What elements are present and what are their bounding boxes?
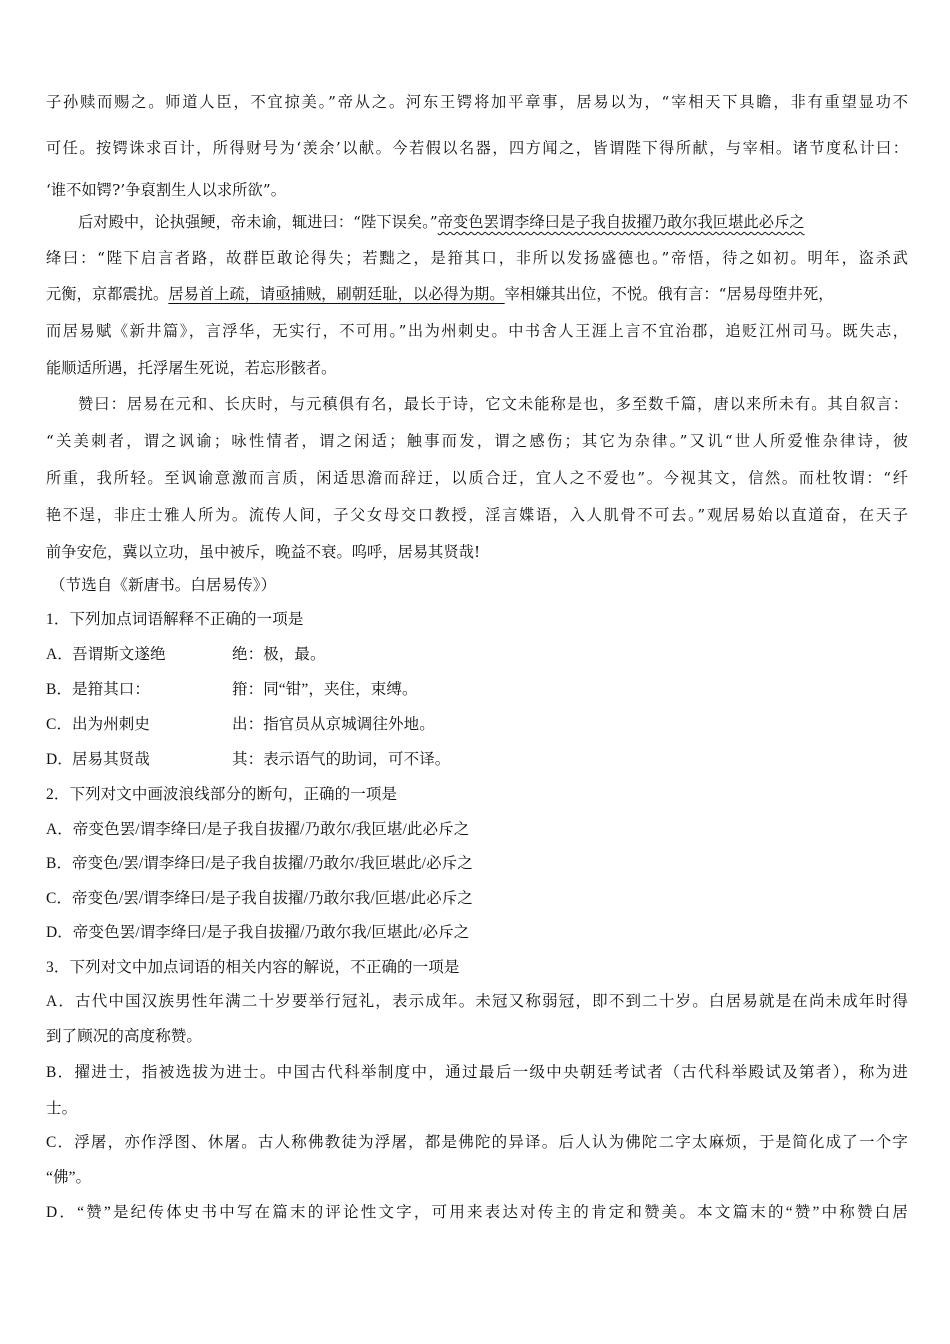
q3-option-b: B．擢进士，指被选拔为进士。中国古代科举制度中，通过最后一级中央朝廷考试者（古代科举殿试及第者），称为进	[46, 1064, 908, 1081]
q3-option-a: A．古代中国汉族男性年满二十岁要举行冠礼，表示成年。未冠又称弱冠，即不到二十岁。白居易就是在尚未成年时得	[46, 993, 908, 1010]
option-letter: D．	[46, 751, 73, 768]
option-gloss: 绝：极，最。	[232, 646, 326, 663]
q1-option-a	[46, 645, 326, 665]
passage-line: ‘谁不如锷?’争裒割生人以求所欲”。	[46, 181, 286, 199]
passage-line	[78, 212, 805, 232]
question-3-stem: 3．下列对文中加点词语的相关内容的解说，不正确的一项是	[46, 959, 460, 976]
option-gloss: 其：表示语气的助词，可不译。	[232, 751, 451, 768]
passage-line: “关美刺者，谓之讽谕；咏性情者，谓之闲适；触事而发，谓之感伤；其它为杂律。”又讥“世人所爱惟杂律诗，彼	[46, 432, 908, 450]
passage-line: 能顺适所遇，托浮屠生死说，若忘形骸者。	[46, 359, 337, 377]
passage-line: 绛曰：“陛下启言者路，故群臣敢论得失；若黜之，是箝其口，非所以发扬盛德也。”帝悟，待之如初。明年，盗杀武	[46, 249, 908, 267]
underlined-sentence: 居易首上疏，请亟捕贼，刷朝廷耻，以必得为期。	[168, 285, 505, 303]
q1-option-b	[46, 680, 418, 700]
question-1-stem: 1．下列加点词语解释不正确的一项是	[46, 611, 304, 628]
option-letter: B．	[46, 681, 73, 698]
wavy-underlined-sentence: 帝变色罢谓李绛曰是子我自拔擢乃敢尔我叵堪此必斥之	[437, 213, 805, 231]
q3-option-c-cont: “佛”。	[46, 1169, 92, 1186]
option-letter: C．	[46, 716, 73, 733]
option-gloss: 出：指官员从京城调往外地。	[232, 716, 435, 733]
q1-option-d	[46, 750, 450, 770]
passage-text: 元衡，京都震扰。	[46, 285, 169, 303]
option-phrase: 是箝其口：	[72, 681, 151, 698]
q2-option-b: B．帝变色/罢/谓李绛曰/是子我自拔擢/乃敢尔/我叵堪此/必斥之	[46, 855, 473, 872]
passage-text: 宰相嫌其出位，不悦。俄有言：“居易母堕井死，	[504, 285, 834, 303]
passage-line: 艳不逞，非庄士雅人所为。流传人间，子父女母交口教授，淫言媟语，入人肌骨不可去。”观居易始以直道奋，在天子	[46, 506, 908, 524]
passage-line: 子孙赎而赐之。师道人臣，不宜掠美。”帝从之。河东王锷将加平章事，居易以为，“宰相天下具瞻，非有重望显功不	[46, 93, 908, 111]
q2-option-d: D．帝变色罢/谓李绛曰/是子我自拔擢/乃敢尔我/叵堪此/必斥之	[46, 924, 470, 941]
option-letter: A．	[46, 646, 73, 663]
q3-option-b-cont: 士。	[46, 1100, 78, 1117]
option-gloss: 箝：同“钳”，夹住，束缚。	[232, 681, 418, 698]
question-2-stem: 2．下列对文中画波浪线部分的断句，正确的一项是	[46, 786, 398, 803]
passage-line: 而居易赋《新井篇》，言浮华，无实行，不可用。”出为州刺史。中书舍人王涯上言不宜治郡，追贬江州司马。既失志，	[46, 322, 908, 340]
option-phrase: 出为州刺史	[72, 716, 151, 733]
q3-option-d: D．“赞”是纪传体史书中写在篇末的评论性文字，可用来表达对传主的肯定和赞美。本文篇末的“赞”中称赞白居	[46, 1204, 908, 1221]
passage-line: 可任。按锷诛求百计，所得财号为‘羡余’以献。今若假以名器，四方闻之，皆谓陛下得所献，与宰相。诸节度私计曰：	[46, 139, 908, 157]
source-citation: （节选自《新唐书。白居易传》）	[50, 577, 277, 594]
passage-line: 赞曰：居易在元和、长庆时，与元稹俱有名，最长于诗，它文未能称是也，多至数千篇，唐以来所未有。其自叙言：	[78, 395, 908, 413]
q3-option-a-cont: 到了顾况的高度称赞。	[46, 1028, 203, 1045]
q2-option-a: A．帝变色罢/谓李绛曰/是子我自拔擢/乃敢尔/我叵堪/此必斥之	[46, 821, 470, 838]
passage-line	[46, 284, 834, 304]
passage-line: 所重，我所轻。至讽谕意激而言质，闲适思澹而辞迂，以质合迂，宜人之不爱也”。今视其文，信然。而杜牧谓：“纤	[46, 469, 908, 487]
option-phrase: 吾谓斯文遂绝	[72, 646, 166, 663]
option-phrase: 居易其贤哉	[72, 751, 151, 768]
q2-option-c: C．帝变色/罢/谓李绛曰/是子我自拔擢/乃敢尔我/叵堪/此必斥之	[46, 890, 473, 907]
passage-text: 后对殿中，论执强鲠，帝未谕，辄进曰：“陛下误矣。”	[78, 213, 438, 231]
passage-line: 前争安危，冀以立功，虽中被斥，晚益不衰。呜呼，居易其贤哉!	[46, 543, 481, 561]
q3-option-c: C．浮屠，亦作浮图、休屠。古人称佛教徒为浮屠，都是佛陀的异译。后人认为佛陀二字太麻烦，于是简化成了一个字	[46, 1134, 908, 1151]
q1-option-c	[46, 715, 435, 735]
